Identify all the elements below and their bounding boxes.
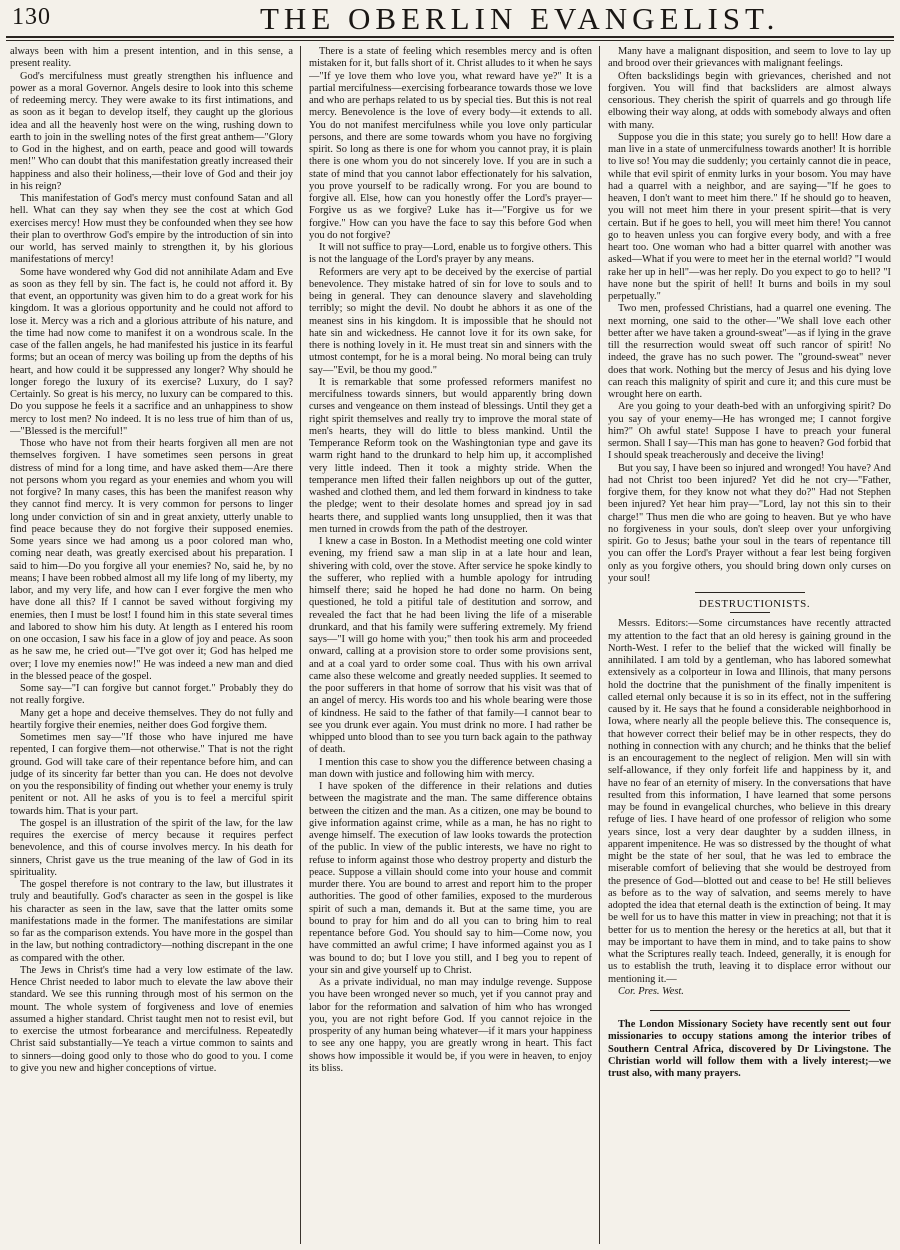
paragraph: Some have wondered why God did not annihilate Adam and Eve as soon as they fell by sin. The fact is, he could not afford it. By that event, an opportunity was given him to do a great work for his kingdom. It was a glorious opportunity and he could not afford to lose it. Mercy was a rich and a glorious attribute of his nature, and the time had now come to manifest it on a wondrous scale. In the case of the fallen angels, he had manifested his justice in its fearful forms; but an ocean of mercy was boiling up from the depths of his heart, and how could it be suppressed any longer? Why should he longer forego the luxury of its exercise? Luxury, do I say? Certainly. So great is his mercy, no luxury can be compared to this. Do you suppose he feels it a sacrifice and an unhappiness to show mercy to lost men? No indeed. It is no less true of him than of us,—"Blessed is the merciful!": [10, 266, 293, 437]
column-divider: [300, 46, 301, 1244]
paragraph: I knew a case in Boston. In a Methodist meeting one cold winter evening, my friend saw a man slip in at a late hour and lean, shivering with cold, over the stove. After service he spoke kindly to the sufferer, who replied with a humble apology for intruding himself there; said he hoped he had done no harm. On being questioned, he told a pitiful tale of destitution and sorrow, and revealed the fact that he had been living the life of a miserable drunkard, and that his family were suffering extremely. My friend says—"I will go home with you;" then took his arm and proceeded onward, calling at a provision store to order some provisions sent, and at a coal yard to order some coal. Thus with his own arrival came also these welcome and greatly needed supplies. It seemed to the poor sufferers in that home of sorrow that his visit was that of an angel of mercy. His words too and his whole bearing were those of kindness. He said to the father of that family—I cannot bear to see you drunk ever again. You must drink no more. I had rather be whipped unto blood than to see you turn back again to the pathway of death.: [309, 536, 592, 756]
paragraph: The Jews in Christ's time had a very low estimate of the law. Hence Christ needed to labor much to elevate the law above their standard. We see this running through most of his sermon on the mount. The whole system of forgiveness and love of enemies assumed a higher standard. Christ taught men not to resist evil, but to exercise the utmost forbearance and mercifulness. Repeatedly Christ said substantially—Ye teach a virtue common to saints and to sinners—doing good only to those who do good to you. I come to give you new and higher conceptions of virtue.: [10, 964, 293, 1074]
page-number: 130: [12, 4, 51, 30]
notice-divider: [650, 1010, 850, 1011]
paragraph: There is a state of feeling which resembles mercy and is often mistaken for it, but falls short of it. Christ alludes to it when he says—"If ye love them who love you, what reward have ye?" It is a partial mercifulness—exercising forbearance towards those we love and who are perhaps related to us by special ties. But this is not real mercy. Benevolence is the love of every body—it extends to all. You do not manifest mercifulness while you love only particular persons, and there are some towards whom you have no forgiving spirit. So long as there is one for whom you cannot pray, it is plain there is one whom you do not sincerely love. If you are in such a state of mind that you cannot labor effectionately for his salvation, you prove yourself to be radically wrong. For you are bound to forgive all. Else, how can you honestly offer the Lord's prayer—Forgive us as we forgive? Luke has it—"Forgive us for we forgive." How can you have the face to say this before God when you do not forgive?: [309, 46, 592, 241]
column-divider: [599, 46, 600, 1244]
letter-signature: Cor. Pres. West.: [618, 985, 684, 997]
masthead: [0, 0, 900, 40]
paragraph: God's mercifulness must greatly strengthen his influence and power as a moral Governor. Angels desire to look into this scheme of redeeming mercy. They were awake to its first intimations, and as soon as it began to develop itself, they caught up the glorious idea and all the heavenly host were on the wing, rushing down to earth to join in the swelling notes of the first great anthem—"Glory to God in the highest, and on earth, peace and good will towards men!" Who can doubt that this manifestation greatly increased their happiness and also their holiness,—their love of God and their joy in his reign?: [10, 70, 293, 192]
paragraph: Those who have not from their hearts forgiven all men are not themselves forgiven. I have sometimes seen persons in great distress of mind for a long time, and have asked them—Are there not persons whom you regard as your enemies and whom you will not forgive? In many cases, this has been the manifest reason why they cannot find mercy. It is very common for persons to linger long under conviction of sin and in great anxiety, utterly unable to find peace because they do not forgive their supposed enemies. Some years since we had among us a poor colored man who, coming near death, was greatly exercised about his preparation. I said to him—Do you forgive all your enemies? No, said he, by no means; I have been robbed almost all my life long of my liberty, my labor, and my very life, and how can I ever forgive the men who have done all this? If I cannot be saved without forgiving my enemies, then I must be lost! I found him in this state several times and labored to show him his duty. At length as I entered his room on one occasion, I saw his face in a glow of joy and peace. As soon as he saw me, he cried out—"I've got over it; God has helped me over; I love my enemies now!" He was indeed a new man and died in the blessed peace of the gospel.: [10, 438, 293, 682]
paragraph: This manifestation of God's mercy must confound Satan and all hell. What can they say when they see the cost at which God exercises mercy! How must they be confounded when they see how their plan to overthrow God's empire by the introduction of sin into our world, has served mainly to strengthen it, by his glorious manifestations of mercy!: [10, 193, 293, 266]
masthead-rule: [6, 36, 894, 38]
title-underline: [730, 612, 770, 613]
article-column-1: [10, 46, 293, 1244]
paragraph: It will not suffice to pray—Lord, enable us to forgive others. This is not the language of the Lord's prayer by any means.: [309, 242, 592, 266]
journal-title: THE OBERLIN EVANGELIST.: [260, 1, 780, 36]
paragraph: The gospel therefore is not contrary to the law, but illustrates it truly and beautifully. God's character as seen in the gospel is like his character as seen in the law, save that the latter omits some manifestations made in the former. The manifestations are similar so far as the comparison extends. You have more in the gospel than in the law, but nothing contradictory—nothing discrepant in the one as compared with the other.: [10, 879, 293, 964]
missionary-notice: The London Missionary Society have recently sent out four missionaries to occupy stations among the interior tribes of Southern Central Africa, discovered by Dr Livingstone. The Christian world will follow them with a lively interest;—we trust also, with many prayers.: [608, 1019, 891, 1079]
paragraph: Messrs. Editors:—Some circumstances have recently attracted my attention to the fact that an old heresy is gaining ground in the North-West. I refer to the belief that the wicked will finally be annihilated. I am told by a gentleman, who has labored somewhat extensively as a colporteur in Iowa and Illinois, that many persons hold the doctrine that the punishment of the finally impenitent is called eternal only because it is so in its effect, not in the suffering caused by it. He says that he found a considerable neighborhood in Iowa, where nearly all the people believe this. The consequence is, that however correct their belief may be in other respects, they do nothing in connection with any church; and he thinks that the belief is an encouragement to the neglect of religion. Men will sin with self-allowance, if they only forfeit life and happiness by it, and have no fear of an eternity of misery. In the conversations that have resulted from this information, I have learned that some persons may be found in evangelical churches, who believe in this dreary refuge of lies. I have heard of one professor of religion who some years since, lost a very dear daughter by a sudden illness, in apparent impenitence. He was so distressed by the thought of what might be the state of her soul, that he was led to embrace the miserable comfort of believing that she would be destroyed from the presence of God—blotted out and cease to be! He still believes as before as to the way of salvation, and seems merely to have adopted the idea that eternal death is the extinction of being. It may be well for us to have this matter in view in preaching; not that it is better for us to mention the heresy or the heretics at all, but that it may be important to have them in mind, and to take pains to show what the Scriptures really teach. Indeed, generally, it is enough for us to establish the truth, leaving it to displace error without our mentioning it.—: [608, 618, 891, 985]
paragraph: Some say—"I can forgive but cannot forget." Probably they do not really forgive.: [10, 683, 293, 707]
paragraph: It is remarkable that some professed reformers manifest no mercifulness towards sinners, but would apparently bring down curses and vengeance on them instead of blessings. Until they get a right spirit themselves and really try to improve the moral state of men's hearts, they will do little to bless mankind. Until the Temperance Reform took on the Washingtonian type and gave its warm right hand to the drunkard to help him up, it accomplished very little indeed. Then it took a mighty stride. When the temperance men lifted their fallen neighbors up out of the gutter, washed and clothed them, and led them forward in kindness to take the pledge; went to their desolate homes and spread joy in sad hearts there, and supplied wants long unsupplied, then it was that men turned in crowds from the path of the destroyer.: [309, 376, 592, 535]
paragraph: Suppose you die in this state; you surely go to hell! How dare a man live in a state of unmercifulness towards another! It is horrible to live so! You may die suddenly; you certainly cannot die in peace, while that evil spirit of enmity lurks in your bosom. You may have had a quarrel with a neighbor, and are saying—"If he goes to heaven, I don't want to meet him there." If he should go to heaven, you will not meet him there in your present spirit—that is very certain. But if he goes to hell, you will meet him there! You cannot go to heaven unless you can forgive every body, and with a free heart too. One woman who had a bitter quarrel with another was asked—What if you were to meet her in the eternal world? "I would rake her up in hell"—was her reply. Do you expect to go to hell? "I have none but the spirit of hell! It burns and boils in my soul perpetually.": [608, 131, 891, 302]
article-continuation: [608, 46, 891, 585]
section-title: DESTRUCTIONISTS.: [698, 598, 811, 610]
paragraph: As a private individual, no man may indulge revenge. Suppose you have been wronged never so much, yet if you cannot pray and labor for the reformation and salvation of him who has wronged you, you are not right before God. If you cannot rejoice in the prosperity of any human being whatever—if it mars your happiness to see any one happy, you are greatly wrong in heart. This fact shows how impossible it would be, if you were in heaven, to enjoy its bliss.: [309, 977, 592, 1074]
paragraph: Sometimes men say—"If those who have injured me have repented, I can forgive them—not otherwise." That is not the right ground. God will take care of their repentance before him, and can judge of its sincerity far better than you can. He does not devolve on you the responsibility of finding out whether your enemy is truly penitent or not. All he asks of you is to feel a merciful spirit towards him. That is your part.: [10, 732, 293, 817]
paragraph: Are you going to your death-bed with an unforgiving spirit? Do you say of your enemy—He has wronged me; I cannot forgive him?" Oh awful state! Suppose I have to preach your funeral sermon. Shall I say—This man has gone to heaven? God forbid that I should speak treacherously and deceive the living!: [608, 401, 891, 462]
paragraph: Reformers are very apt to be deceived by the exercise of partial benevolence. They mistake hatred of sin for love to souls and to being in general. They can denounce slavery and slaveholding terribly; so might the devil. No doubt he abhors it as one of the meanest sins in his kingdom. It is impossible that he should not hate sin and wickedness. He cannot love it for its own sake, for there is nothing lovely in it. He must treat sin and sinners with the utmost contempt, for he is a moral being. No moral being can truly say—"Evil, be thou my good.": [309, 266, 592, 376]
paragraph: I have spoken of the difference in their relations and duties between the magistrate and the man. The same difference obtains between the citizen and the man. As a citizen, one may be bound to give information against crime, while as a man, he has no right to avenge himself. The execution of law looks towards the protection of the public. In view of the public interests, we have no right to refuse to inform against those who destroy property and disturb the peace. Suppose a villain should come into your house and commit murder there. You are bound to arrest and report him to the proper authorities. The good of other families, exposed to the murderous spirit of such a man, demands it. But at the same time, you are bound to pray for him and do all you can to bring him to real repentance before God. You should say to him—Come now, you have committed an awful crime; I have informed against you as I was bound to do; but I love you still, and I beg you to repent of your sin and give yourself up to Christ.: [309, 781, 592, 976]
paragraph: Two men, professed Christians, had a quarrel one evening. The next morning, one said to the other—"We shall love each other better after we have taken a ground-sweat"—as if lying in the grave till the resurrection would sweat off such rancor of spirit! No indeed, the grave has no such power. The "ground-sweat" never does that work. Nothing but the mercy of Jesus and his dying love can reach this malignity of spirit and cure it; and this cure must be wrought here on earth.: [608, 303, 891, 400]
paragraph: always been with him a present intention, and in this sense, a present reality.: [10, 46, 293, 70]
masthead-rule-thin: [6, 40, 894, 41]
article-column-2: [309, 46, 592, 1244]
paragraph: But you say, I have been so injured and wronged! You have? And had not Christ too been injured? Yet did he not cry—"Father, forgive them, for they know not what they do?" Had not Stephen been injured? Yet hear him pray—"Lord, lay not this sin to their charge!" Thus men die who are going to heaven. But ye who have no forgiveness in your souls, don't sleep over your unforgiving spirit. Go to Jesus; bathe your soul in the tears of repentance till you can offer the Lord's Prayer without a fear lest being forgiven only as you forgive others, you should bring down only curses on your soul!: [608, 462, 891, 584]
letter-body: [608, 618, 891, 986]
paragraph: Many get a hope and deceive themselves. They do not fully and heartily forgive their enemies, neither does God forgive them.: [10, 707, 293, 731]
paragraph: I mention this case to show you the difference between chasing a man down with justice and following him with mercy.: [309, 756, 592, 780]
article-column-3: [608, 46, 891, 1244]
section-divider: [695, 592, 805, 593]
paragraph: Often backslidings begin with grievances, cherished and not forgiven. You will find that backsliders are almost always censorious. They cherish the spirit of quarrels and go through life elbowing their way along, at odds with somebody always and often with many.: [608, 70, 891, 131]
paragraph: Many have a malignant disposition, and seem to love to lay up and brood over their grievances with malignant feelings.: [608, 46, 891, 70]
paragraph: The gospel is an illustration of the spirit of the law, for the law requires the exercise of mercy because it requires perfect benevolence, and this of course involves mercy. In his death for sinners, Christ gave us the true meaning of the law of God in its spirituality.: [10, 817, 293, 878]
